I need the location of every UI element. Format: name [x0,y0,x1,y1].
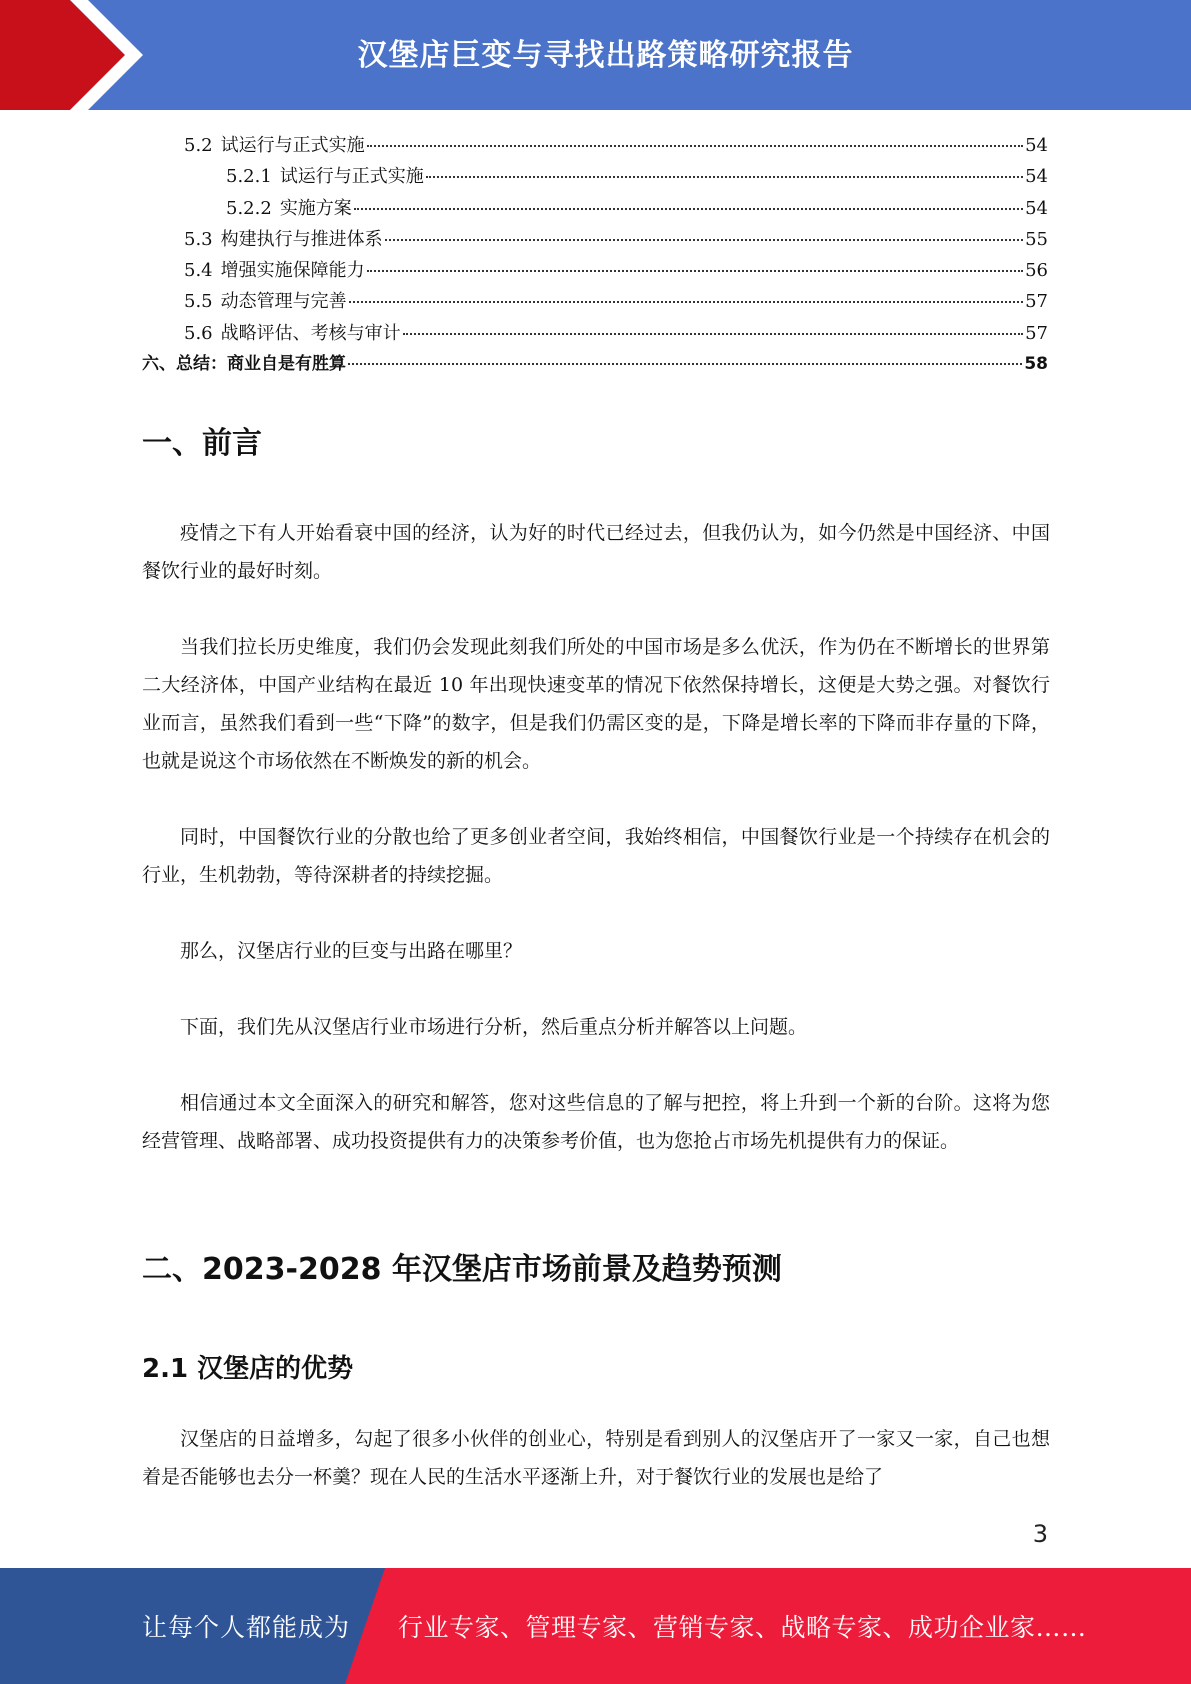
toc-entry[interactable] [142,130,1048,161]
toc-title: 试运行与正式实施 [279,166,424,188]
toc-number: 5.4 [184,260,213,282]
toc-entry[interactable] [142,161,1048,192]
paragraph: 当我们拉长历史维度，我们仍会发现此刻我们所处的中国市场是多么优沃，作为仍在不断增长的世界第二大经济体，中国产业结构在最近 10 年出现快速变革的情况下依然保持增长，这便是大势之强。对餐饮行业而言，虽然我们看到一些“下降”的数字，但是我们仍需区变的是，下降是增长率的下降而非存量的下降，也就是说这个市场依然在不断焕发的新的机会。 [142,636,1050,772]
paragraph: 相信通过本文全面深入的研究和解答，您对这些信息的了解与把控，将上升到一个新的台阶。这将为您经营管理、战略部署、成功投资提供有力的决策参考价值，也为您抢占市场先机提供有力的保证。 [142,1092,1050,1152]
toc-leader [349,300,1023,303]
toc-leader [367,144,1023,147]
toc-title: 试运行与正式实施 [220,135,365,156]
toc-title: 战略评估、考核与审计 [220,322,401,344]
paragraph: 那么，汉堡店行业的巨变与出路在哪里？ [180,940,523,962]
paragraph: 下面，我们先从汉堡店行业市场进行分析，然后重点分析并解答以上问题。 [180,1016,808,1038]
toc-title: 构建执行与推进体系 [220,228,383,250]
paragraph: 同时，中国餐饮行业的分散也给了更多创业者空间，我始终相信，中国餐饮行业是一个持续存在机会的行业，生机勃勃，等待深耕者的持续挖掘。 [142,826,1050,886]
toc-number: 5.2.2 [226,197,272,219]
toc-number: 5.5 [184,291,213,313]
toc-leader [354,207,1023,210]
toc-page: 54 [1025,135,1048,156]
toc-leader [385,238,1023,241]
toc-entry[interactable] [142,193,1048,224]
footer-banner [0,1568,1191,1684]
toc-leader [426,175,1023,178]
toc-number: 5.6 [184,322,213,344]
toc-page: 57 [1025,291,1048,313]
header-banner [0,0,1191,110]
toc-number: 5.2 [184,135,213,156]
toc-page: 55 [1025,228,1048,250]
page-number: 3 [1032,1520,1048,1548]
toc-page: 54 [1025,197,1048,219]
toc-title: 增强实施保障能力 [220,260,365,282]
footer-slogan: 让每个人都能成为 [142,1613,351,1642]
toc-entry[interactable] [142,286,1048,317]
toc-leader [348,362,1022,365]
section-heading-market-outlook: 二、2023-2028 年汉堡店市场前景及趋势预测 [142,1252,782,1287]
toc-page: 56 [1025,260,1048,282]
toc-title: 动态管理与完善 [220,291,347,313]
toc-page: 58 [1024,354,1048,375]
toc-leader [403,332,1023,335]
toc-title: 实施方案 [279,197,352,219]
toc-page: 54 [1025,166,1048,188]
toc-entry-chapter[interactable] [142,349,1048,380]
toc-leader [367,269,1023,272]
toc-number: 5.2.1 [226,166,272,188]
report-title: 汉堡店巨变与寻找出路策略研究报告 [357,38,854,73]
toc-entry[interactable] [142,255,1048,286]
toc-entry[interactable] [142,224,1048,255]
paragraph: 疫情之下有人开始看衰中国的经济，认为好的时代已经过去，但我仍认为，如今仍然是中国经济、中国餐饮行业的最好时刻。 [142,522,1050,582]
table-of-contents [142,130,1048,380]
subsection-heading-advantages: 2.1 汉堡店的优势 [142,1354,354,1384]
toc-page: 57 [1025,322,1048,344]
paragraph: 汉堡店的日益增多，勾起了很多小伙伴的创业心，特别是看到别人的汉堡店开了一家又一家，自己也想着是否能够也去分一杯羹？现在人民的生活水平逐渐上升，对于餐饮行业的发展也是给了 [142,1428,1050,1488]
toc-number: 5.3 [184,228,213,250]
footer-roles: 行业专家、管理专家、营销专家、战略专家、成功企业家…… [398,1613,1087,1642]
toc-title: 六、总结：商业自是有胜算 [142,354,346,375]
section-heading-preface: 一、前言 [142,426,262,461]
toc-entry[interactable] [142,318,1048,349]
